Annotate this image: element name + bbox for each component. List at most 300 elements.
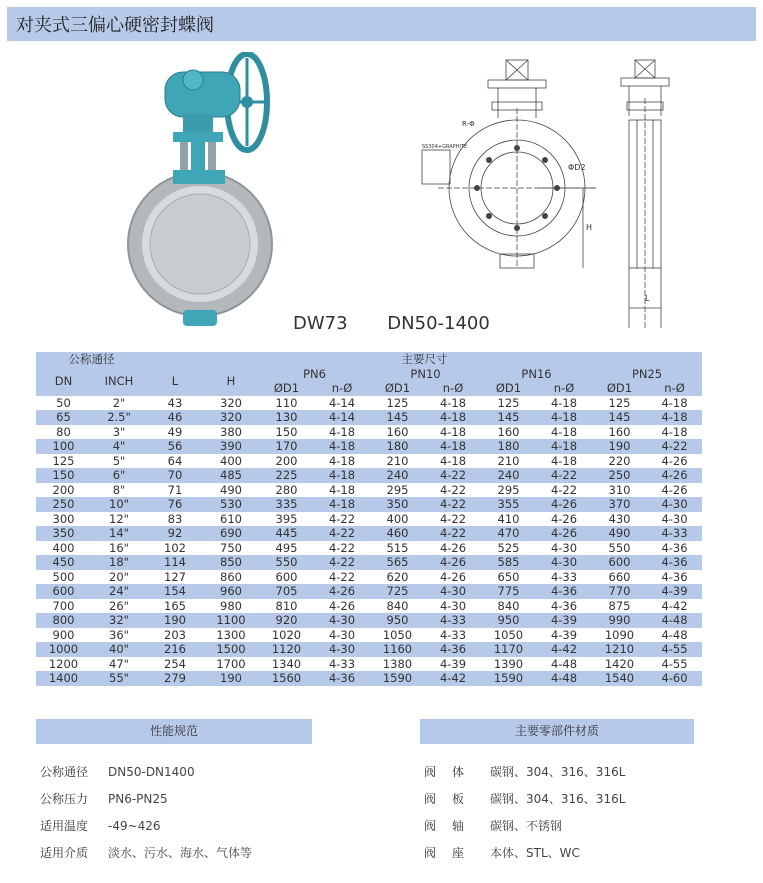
table-cell: 4-18 [536, 396, 592, 411]
table-cell: 26" [91, 599, 147, 614]
table-cell: 550 [259, 555, 314, 570]
table-cell: 350 [36, 526, 91, 541]
table-cell: 80 [36, 425, 91, 440]
table-cell: 279 [147, 671, 203, 686]
table-cell: 485 [203, 468, 259, 483]
table-cell: 950 [370, 613, 425, 628]
table-cell: 1160 [370, 642, 425, 657]
table-row [36, 613, 702, 628]
table-cell: 4-39 [536, 613, 592, 628]
table-cell: 1390 [481, 657, 536, 672]
table-cell: 4-48 [536, 657, 592, 672]
performance-value: 淡水、污水、海水、气体等 [108, 846, 253, 860]
table-cell: 190 [203, 671, 259, 686]
table-cell: 600 [259, 570, 314, 585]
table-cell: 490 [203, 483, 259, 498]
table-cell: 4-18 [536, 410, 592, 425]
table-cell: 310 [592, 483, 647, 498]
performance-key: 公称通径 [40, 765, 89, 779]
table-cell: 565 [370, 555, 425, 570]
table-cell: 460 [370, 526, 425, 541]
table-cell: 920 [259, 613, 314, 628]
table-cell: 47" [91, 657, 147, 672]
table-cell: 4-55 [647, 642, 702, 657]
table-cell: 14" [91, 526, 147, 541]
table-cell: 4-18 [536, 425, 592, 440]
table-cell: 100 [36, 439, 91, 454]
table-cell: 4-33 [425, 613, 481, 628]
l-header: L [147, 367, 203, 396]
table-cell: 145 [481, 410, 536, 425]
table-cell: 990 [592, 613, 647, 628]
table-cell: 4-18 [647, 410, 702, 425]
h-header: H [203, 367, 259, 396]
h-label: H [586, 223, 593, 232]
pn10-header: PN10 [370, 367, 481, 382]
table-cell: 1050 [481, 628, 536, 643]
table-cell: 2.5" [91, 410, 147, 425]
table-cell: 190 [592, 439, 647, 454]
table-row [36, 584, 702, 599]
table-cell: 4-30 [536, 541, 592, 556]
table-cell: 4-22 [314, 512, 370, 527]
table-cell: 4-22 [425, 512, 481, 527]
table-cell: 200 [259, 454, 314, 469]
table-row [36, 439, 702, 454]
table-cell: 1500 [203, 642, 259, 657]
material-value: 碳钢、304、316、316L [490, 765, 626, 779]
table-cell: 4-22 [314, 555, 370, 570]
table-cell: 4-26 [536, 497, 592, 512]
table-cell: 12" [91, 512, 147, 527]
table-cell: 4-18 [425, 425, 481, 440]
table-cell: 4-30 [647, 512, 702, 527]
d2-label: ΦD2 [568, 163, 586, 172]
table-cell: 705 [259, 584, 314, 599]
performance-key: 适用介质 [40, 846, 89, 860]
table-cell: 650 [481, 570, 536, 585]
table-cell: 102 [147, 541, 203, 556]
table-cell: 56 [147, 439, 203, 454]
table-cell: 240 [370, 468, 425, 483]
table-cell: 4-26 [647, 468, 702, 483]
table-cell: 43 [147, 396, 203, 411]
table-cell: 16" [91, 541, 147, 556]
table-cell: 550 [592, 541, 647, 556]
table-cell: 4-22 [425, 497, 481, 512]
table-cell: 154 [147, 584, 203, 599]
table-cell: 4-26 [425, 541, 481, 556]
table-cell: 4-30 [314, 628, 370, 643]
table-cell: 4-60 [647, 671, 702, 686]
table-cell: 1210 [592, 642, 647, 657]
table-cell: 110 [259, 396, 314, 411]
material-row [420, 816, 720, 836]
table-cell: 70 [147, 468, 203, 483]
material-part: 阀体 [424, 765, 481, 779]
material-row [420, 843, 720, 863]
table-cell: 4-39 [425, 657, 481, 672]
table-cell: 50 [36, 396, 91, 411]
table-cell: 4-33 [647, 526, 702, 541]
table-cell: 5" [91, 454, 147, 469]
table-cell: 83 [147, 512, 203, 527]
n-subheader: n-Ø [536, 381, 592, 396]
table-cell: 335 [259, 497, 314, 512]
table-cell: 950 [481, 613, 536, 628]
table-cell: 515 [370, 541, 425, 556]
table-cell: 4-14 [314, 396, 370, 411]
side-drawing [605, 58, 685, 330]
table-cell: 4-22 [647, 439, 702, 454]
table-cell: 395 [259, 512, 314, 527]
table-cell: 4-18 [425, 439, 481, 454]
graphite-label: SS304+GRAPHITE [422, 144, 468, 150]
table-cell: 8" [91, 483, 147, 498]
table-row [36, 657, 702, 672]
table-cell: 4-42 [425, 671, 481, 686]
table-cell: 4-39 [647, 584, 702, 599]
inch-header: INCH [91, 367, 147, 396]
table-cell: 1420 [592, 657, 647, 672]
table-cell: 4-18 [647, 425, 702, 440]
performance-value: DN50-DN1400 [108, 765, 195, 779]
table-cell: 4-18 [647, 396, 702, 411]
table-cell: 4-36 [647, 570, 702, 585]
table-cell: 4-26 [314, 599, 370, 614]
l-label: L [645, 294, 650, 303]
table-cell: 1020 [259, 628, 314, 643]
table-cell: 4-30 [536, 555, 592, 570]
table-cell: 130 [259, 410, 314, 425]
model-code: DW73 [293, 313, 348, 334]
table-cell: 1590 [481, 671, 536, 686]
valve-photo [125, 52, 285, 332]
table-cell: 254 [147, 657, 203, 672]
table-cell: 170 [259, 439, 314, 454]
table-cell: 190 [147, 613, 203, 628]
table-cell: 4-26 [314, 584, 370, 599]
table-cell: 160 [481, 425, 536, 440]
table-cell: 4-26 [536, 512, 592, 527]
spec-table-header [36, 352, 702, 396]
table-cell: 400 [36, 541, 91, 556]
table-cell: 4-48 [647, 628, 702, 643]
table-cell: 4-36 [314, 671, 370, 686]
table-cell: 320 [203, 410, 259, 425]
table-cell: 4-42 [647, 599, 702, 614]
table-cell: 320 [203, 396, 259, 411]
table-cell: 127 [147, 570, 203, 585]
table-cell: 525 [481, 541, 536, 556]
table-cell: 600 [36, 584, 91, 599]
table-cell: 725 [370, 584, 425, 599]
table-cell: 4-36 [425, 642, 481, 657]
table-cell: 4-55 [647, 657, 702, 672]
table-cell: 4-18 [314, 483, 370, 498]
table-cell: 1400 [36, 671, 91, 686]
table-row [36, 599, 702, 614]
table-cell: 4-18 [425, 410, 481, 425]
table-cell: 750 [203, 541, 259, 556]
table-cell: 4-36 [647, 555, 702, 570]
dn-header: DN [36, 367, 91, 396]
table-cell: 4-36 [536, 584, 592, 599]
table-cell: 700 [36, 599, 91, 614]
table-row [36, 628, 702, 643]
table-cell: 1300 [203, 628, 259, 643]
material-part: 阀板 [424, 792, 481, 806]
spec-table-body [36, 396, 702, 686]
table-row [36, 497, 702, 512]
n-subheader: n-Ø [647, 381, 702, 396]
table-cell: 4-22 [314, 526, 370, 541]
table-cell: 4-18 [425, 454, 481, 469]
table-cell: 4-18 [314, 425, 370, 440]
table-cell: 210 [370, 454, 425, 469]
nominal-header: 公称通径 [36, 352, 147, 367]
pn16-header: PN16 [481, 367, 592, 382]
d1-subheader: ØD1 [481, 381, 536, 396]
table-cell: 900 [36, 628, 91, 643]
table-cell: 840 [481, 599, 536, 614]
table-cell: 4-33 [536, 570, 592, 585]
table-cell: 150 [36, 468, 91, 483]
table-cell: 4-30 [647, 497, 702, 512]
table-cell: 4-36 [647, 541, 702, 556]
table-cell: 36" [91, 628, 147, 643]
table-cell: 180 [370, 439, 425, 454]
table-cell: 850 [203, 555, 259, 570]
table-cell: 1000 [36, 642, 91, 657]
table-cell: 92 [147, 526, 203, 541]
table-cell: 430 [592, 512, 647, 527]
table-cell: 980 [203, 599, 259, 614]
table-cell: 114 [147, 555, 203, 570]
table-cell: 1170 [481, 642, 536, 657]
table-row [36, 468, 702, 483]
d1-subheader: ØD1 [259, 381, 314, 396]
table-cell: 810 [259, 599, 314, 614]
table-cell: 380 [203, 425, 259, 440]
table-cell: 690 [203, 526, 259, 541]
table-cell: 4-30 [314, 642, 370, 657]
table-cell: 32" [91, 613, 147, 628]
table-cell: 770 [592, 584, 647, 599]
table-cell: 64 [147, 454, 203, 469]
table-cell: 4-18 [314, 439, 370, 454]
table-row [36, 541, 702, 556]
table-cell: 4-22 [425, 483, 481, 498]
title-bar [7, 7, 756, 41]
table-cell: 4-48 [536, 671, 592, 686]
table-cell: 295 [481, 483, 536, 498]
front-drawing [418, 58, 596, 273]
pn25-header: PN25 [592, 367, 702, 382]
performance-value: PN6-PN25 [108, 792, 168, 806]
table-cell: 4-36 [536, 599, 592, 614]
table-cell: 860 [203, 570, 259, 585]
d1-subheader: ØD1 [370, 381, 425, 396]
table-cell: 1100 [203, 613, 259, 628]
table-cell: 4-30 [425, 584, 481, 599]
performance-header: 性能规范 [36, 719, 312, 744]
table-cell: 445 [259, 526, 314, 541]
table-cell: 4-26 [536, 526, 592, 541]
table-row [36, 555, 702, 570]
performance-row [36, 762, 356, 782]
material-part: 阀座 [424, 846, 481, 860]
table-cell: 4-33 [314, 657, 370, 672]
table-cell: 470 [481, 526, 536, 541]
table-cell: 4-39 [536, 628, 592, 643]
table-cell: 4-18 [425, 396, 481, 411]
table-row [36, 570, 702, 585]
table-cell: 240 [481, 468, 536, 483]
table-cell: 1700 [203, 657, 259, 672]
table-row [36, 512, 702, 527]
table-cell: 500 [36, 570, 91, 585]
table-cell: 600 [592, 555, 647, 570]
table-cell: 840 [370, 599, 425, 614]
table-cell: 200 [36, 483, 91, 498]
table-row [36, 425, 702, 440]
table-cell: 410 [481, 512, 536, 527]
table-cell: 150 [259, 425, 314, 440]
table-cell: 20" [91, 570, 147, 585]
table-cell: 1340 [259, 657, 314, 672]
performance-row [36, 816, 356, 836]
table-cell: 280 [259, 483, 314, 498]
table-cell: 800 [36, 613, 91, 628]
table-cell: 1540 [592, 671, 647, 686]
n-subheader: n-Ø [425, 381, 481, 396]
table-row [36, 454, 702, 469]
table-cell: 125 [481, 396, 536, 411]
table-cell: 145 [592, 410, 647, 425]
table-cell: 4-33 [425, 628, 481, 643]
table-cell: 4-22 [425, 526, 481, 541]
model-label [293, 313, 524, 334]
table-cell: 210 [481, 454, 536, 469]
table-cell: 875 [592, 599, 647, 614]
table-cell: 400 [370, 512, 425, 527]
table-cell: 71 [147, 483, 203, 498]
table-cell: 180 [481, 439, 536, 454]
table-cell: 4-26 [425, 555, 481, 570]
main-dims-header: 主要尺寸 [147, 352, 702, 367]
table-cell: 295 [370, 483, 425, 498]
table-cell: 490 [592, 526, 647, 541]
table-cell: 250 [36, 497, 91, 512]
table-cell: 4-22 [425, 468, 481, 483]
materials-header: 主要零部件材质 [420, 719, 694, 744]
material-value: 碳钢、不锈钢 [490, 819, 563, 833]
model-range: DN50-1400 [387, 313, 490, 334]
table-cell: 1090 [592, 628, 647, 643]
table-cell: 4-30 [314, 613, 370, 628]
table-cell: 450 [36, 555, 91, 570]
table-cell: 4-18 [536, 454, 592, 469]
r-label: R-Φ [462, 120, 475, 128]
table-cell: 960 [203, 584, 259, 599]
table-cell: 165 [147, 599, 203, 614]
table-cell: 65 [36, 410, 91, 425]
table-row [36, 483, 702, 498]
spec-table [36, 352, 702, 686]
table-cell: 530 [203, 497, 259, 512]
table-cell: 4-30 [425, 599, 481, 614]
table-cell: 160 [592, 425, 647, 440]
table-cell: 4-18 [314, 497, 370, 512]
table-cell: 1560 [259, 671, 314, 686]
table-cell: 4-26 [647, 483, 702, 498]
table-cell: 660 [592, 570, 647, 585]
n-subheader: n-Ø [314, 381, 370, 396]
table-cell: 4-22 [314, 541, 370, 556]
table-cell: 4-18 [536, 439, 592, 454]
material-part: 阀轴 [424, 819, 481, 833]
table-cell: 4-48 [647, 613, 702, 628]
table-row [36, 396, 702, 411]
table-cell: 1050 [370, 628, 425, 643]
table-row [36, 671, 702, 686]
performance-row [36, 843, 356, 863]
table-cell: 390 [203, 439, 259, 454]
performance-key: 公称压力 [40, 792, 89, 806]
table-cell: 18" [91, 555, 147, 570]
pn6-header: PN6 [259, 367, 370, 382]
table-cell: 225 [259, 468, 314, 483]
performance-value: -49~426 [108, 819, 161, 833]
performance-key: 适用温度 [40, 819, 89, 833]
material-row [420, 762, 720, 782]
table-cell: 620 [370, 570, 425, 585]
table-cell: 220 [592, 454, 647, 469]
performance-row [36, 789, 356, 809]
table-cell: 49 [147, 425, 203, 440]
table-cell: 4-18 [314, 468, 370, 483]
table-cell: 3" [91, 425, 147, 440]
table-cell: 1590 [370, 671, 425, 686]
table-cell: 4-26 [647, 454, 702, 469]
material-value: 本体、STL、WC [490, 846, 580, 860]
table-cell: 250 [592, 468, 647, 483]
table-cell: 495 [259, 541, 314, 556]
table-cell: 1120 [259, 642, 314, 657]
table-cell: 4-26 [425, 570, 481, 585]
valve-body-icon [128, 170, 272, 326]
table-cell: 216 [147, 642, 203, 657]
table-cell: 355 [481, 497, 536, 512]
table-cell: 125 [592, 396, 647, 411]
table-cell: 6" [91, 468, 147, 483]
table-cell: 1200 [36, 657, 91, 672]
table-cell: 76 [147, 497, 203, 512]
table-cell: 55" [91, 671, 147, 686]
d1-subheader: ØD1 [592, 381, 647, 396]
table-cell: 370 [592, 497, 647, 512]
table-cell: 40" [91, 642, 147, 657]
table-cell: 4" [91, 439, 147, 454]
table-cell: 2" [91, 396, 147, 411]
table-cell: 4-42 [536, 642, 592, 657]
page-title: 对夹式三偏心硬密封蝶阀 [16, 15, 214, 36]
table-cell: 775 [481, 584, 536, 599]
table-cell: 4-22 [314, 570, 370, 585]
table-cell: 10" [91, 497, 147, 512]
table-cell: 203 [147, 628, 203, 643]
